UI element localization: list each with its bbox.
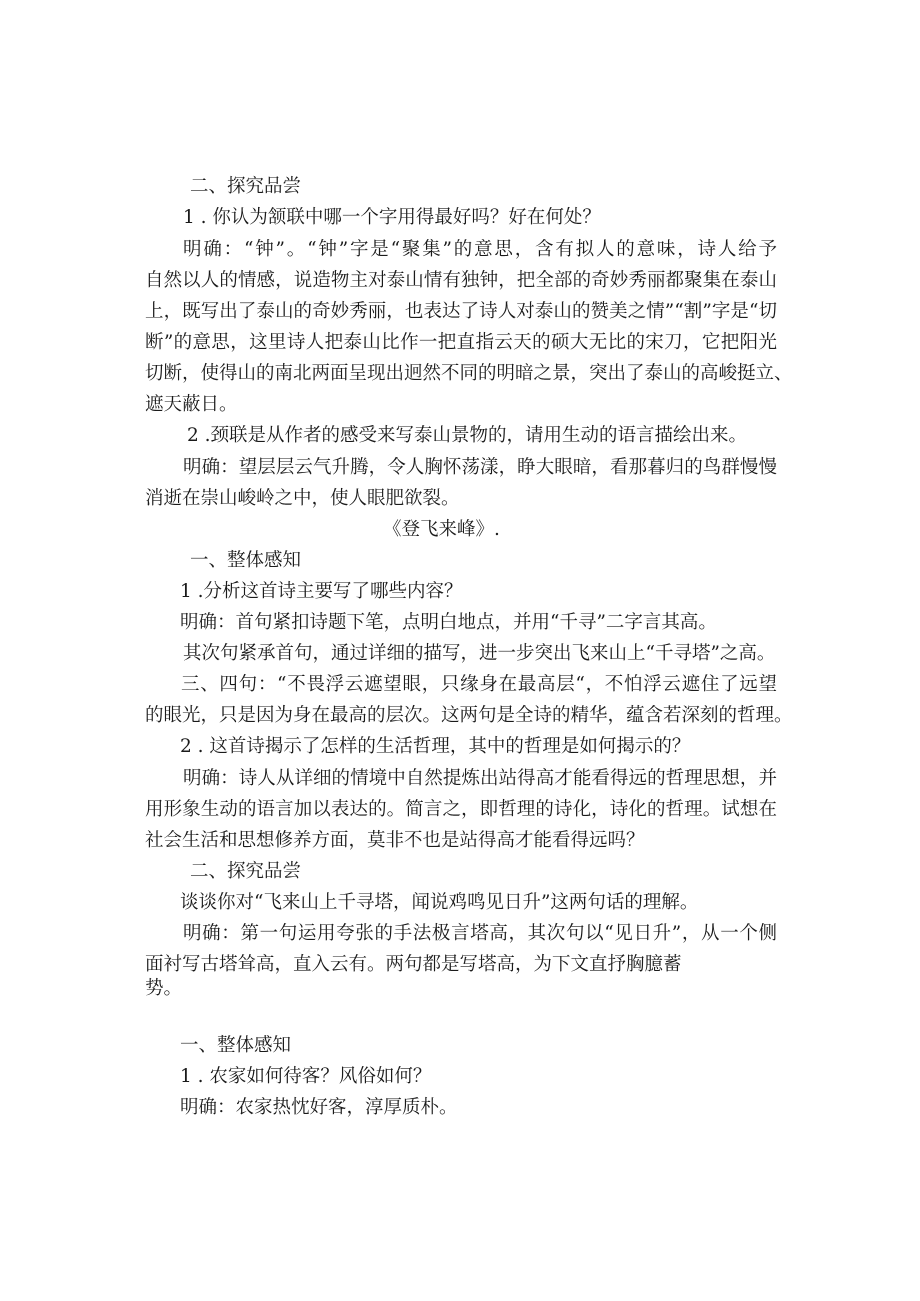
answer-line: 明确：农家热忱好客，淳厚质朴。 [180,1097,458,1118]
answer-line: 势。 [145,978,183,999]
answer-line: 三、四句：“不畏浮云遮望眼，只缘身在最高层“，不怕浮云遮住了远望 [181,674,777,695]
answer-line: 用形象生动的语言加以表达的。简言之，即哲理的诗化，诗化的哲理。试想在 [145,799,777,820]
answer-line: 遮天蔽日。 [145,394,238,415]
answer-line: 面衬写古塔耸高，直入云有。两句都是写塔高，为下文直抒胸臆蓄 [145,954,682,975]
section-heading: 二、探究品尝 [190,176,302,197]
answer-line: 明确：第一句运用夸张的手法极言塔高，其次句以“见日升”，从一个侧 [183,923,777,944]
question-1: 1 . 农家如何待客？风俗如何？ [180,1066,432,1087]
poem-title: 《登飞来峰》. [383,519,500,540]
answer-line: 明确：首句紧扣诗题下笔，点明白地点，并用“千寻”二字言其高。 [180,612,717,633]
answer-line: 切断，使得山的南北两面呈现出迥然不同的明暗之景，突出了泰山的高峻挺立、 [145,363,793,384]
answer-line: 社会生活和思想修养方面，莫非不也是站得高才能看得远吗？ [145,830,645,851]
answer-line: 其次句紧承首句，通过详细的描写，进一步突出飞来山上“千寻塔”之高。 [183,643,776,664]
section-heading: 二、探究品尝 [190,861,302,882]
section-heading: 一、整体感知 [180,1035,292,1056]
question-2: 2 . 这首诗揭示了怎样的生活哲理，其中的哲理是如何揭示的？ [180,736,691,757]
answer-line: 上，既写出了泰山的奇妙秀丽，也表达了诗人对泰山的赞美之情”“割”字是“切 [145,301,777,322]
question-1: 1 . 你认为颔联中哪一个字用得最好吗？好在何处？ [183,207,601,228]
question-3: 谈谈你对“飞来山上千寻塔，闻说鸡鸣见日升”这两句话的理解。 [180,892,699,913]
answer-line: 消逝在崇山峻岭之中，使人眼肥欲裂。 [145,488,460,509]
answer-line: 断”的意思，这里诗人把泰山比作一把直指云天的硕大无比的宋刀，它把阳光 [145,332,777,353]
answer-line: 自然以人的情感，说造物主对泰山情有独钟，把全部的奇妙秀丽都聚集在泰山 [145,270,777,291]
answer-line: 明确：诗人从详细的情境中自然提炼出站得高才能看得远的哲理思想，并 [183,768,777,789]
answer-line: 明确：望层层云气升腾，令人胸怀荡漾，睁大眼暗，看那暮归的鸟群慢慢 [183,457,777,478]
question-2: 2 .颈联是从作者的感受来写泰山景物的，请用生动的语言描绘出来。 [187,425,748,446]
answer-line: 的眼光，只是因为身在最高的层次。这两句是全诗的精华，蕴含若深刻的哲理。 [145,705,793,726]
answer-line: 明确：“钟”。“钟”字是“聚集”的意思，含有拟人的意味，诗人给予 [183,239,777,260]
question-1: 1 .分析这首诗主要写了哪些内容？ [180,581,463,602]
section-heading: 一、整体感知 [190,550,302,571]
